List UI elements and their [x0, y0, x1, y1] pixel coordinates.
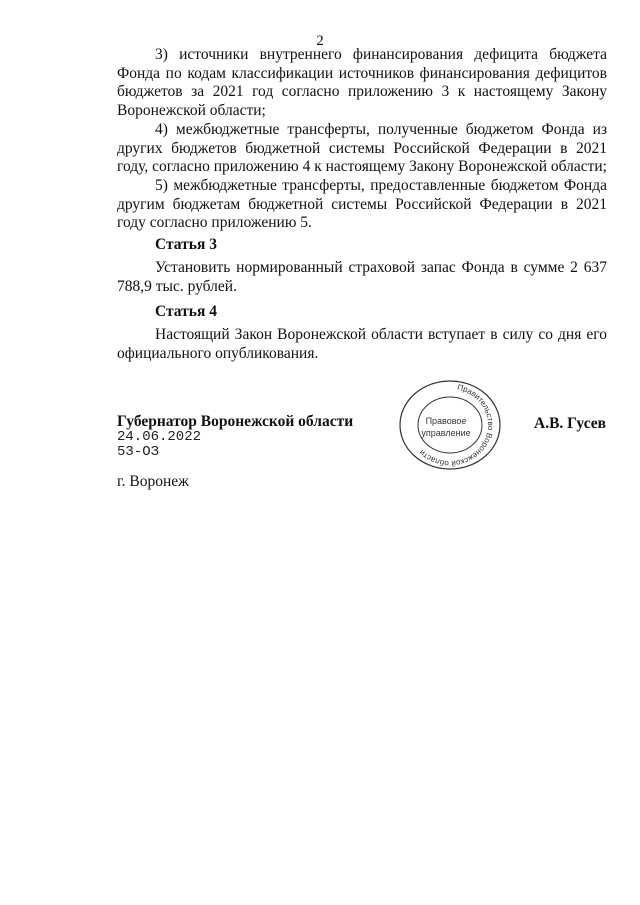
- page-number: 2: [316, 33, 324, 49]
- list-item: 4) межбюджетные трансферты, полученные бюджетом Фонда из других бюджетов бюджетной системы Российской Федерации в 2021 году, согласно приложению 4 к настоящему Закону Воронежской области;: [117, 120, 607, 176]
- stamp-center-line2: управление: [421, 428, 471, 438]
- article-4-heading: Статья 4: [155, 303, 217, 320]
- list-items: [117, 46, 607, 233]
- article-3-heading: Статья 3: [155, 236, 217, 253]
- law-number: 53-ОЗ: [117, 444, 160, 460]
- list-item: 3) источники внутреннего финансирования дефицита бюджета Фонда по кодам классификации источников финансирования дефицитов бюджетов за 2021 год согласно приложению 3 к настоящему Закону Воронежской области;: [117, 46, 607, 120]
- city: г. Воронеж: [117, 473, 189, 490]
- article-4-text: Настоящий Закон Воронежской области вступает в силу со дня его официального опубликования.: [117, 326, 607, 362]
- stamp-center-line1: Правовое: [425, 416, 467, 426]
- list-item: 5) межбюджетные трансферты, предоставленные бюджетом Фонда другим бюджетам бюджетной системы Российской Федерации в 2021 году согласно приложению 5.: [117, 176, 607, 232]
- signature-date-number: [117, 430, 201, 460]
- signatory-title: Губернатор Воронежской области: [117, 413, 354, 430]
- official-stamp: [396, 378, 504, 472]
- signature-date: 24.06.2022: [117, 429, 202, 445]
- signatory-name: А.В. Гусев: [534, 415, 607, 432]
- article-3-text: Установить нормированный страховой запас Фонда в сумме 2 637 788,9 тыс. рублей.: [117, 259, 607, 295]
- stamp-ring-text: Правительство Воронежской области: [417, 382, 496, 469]
